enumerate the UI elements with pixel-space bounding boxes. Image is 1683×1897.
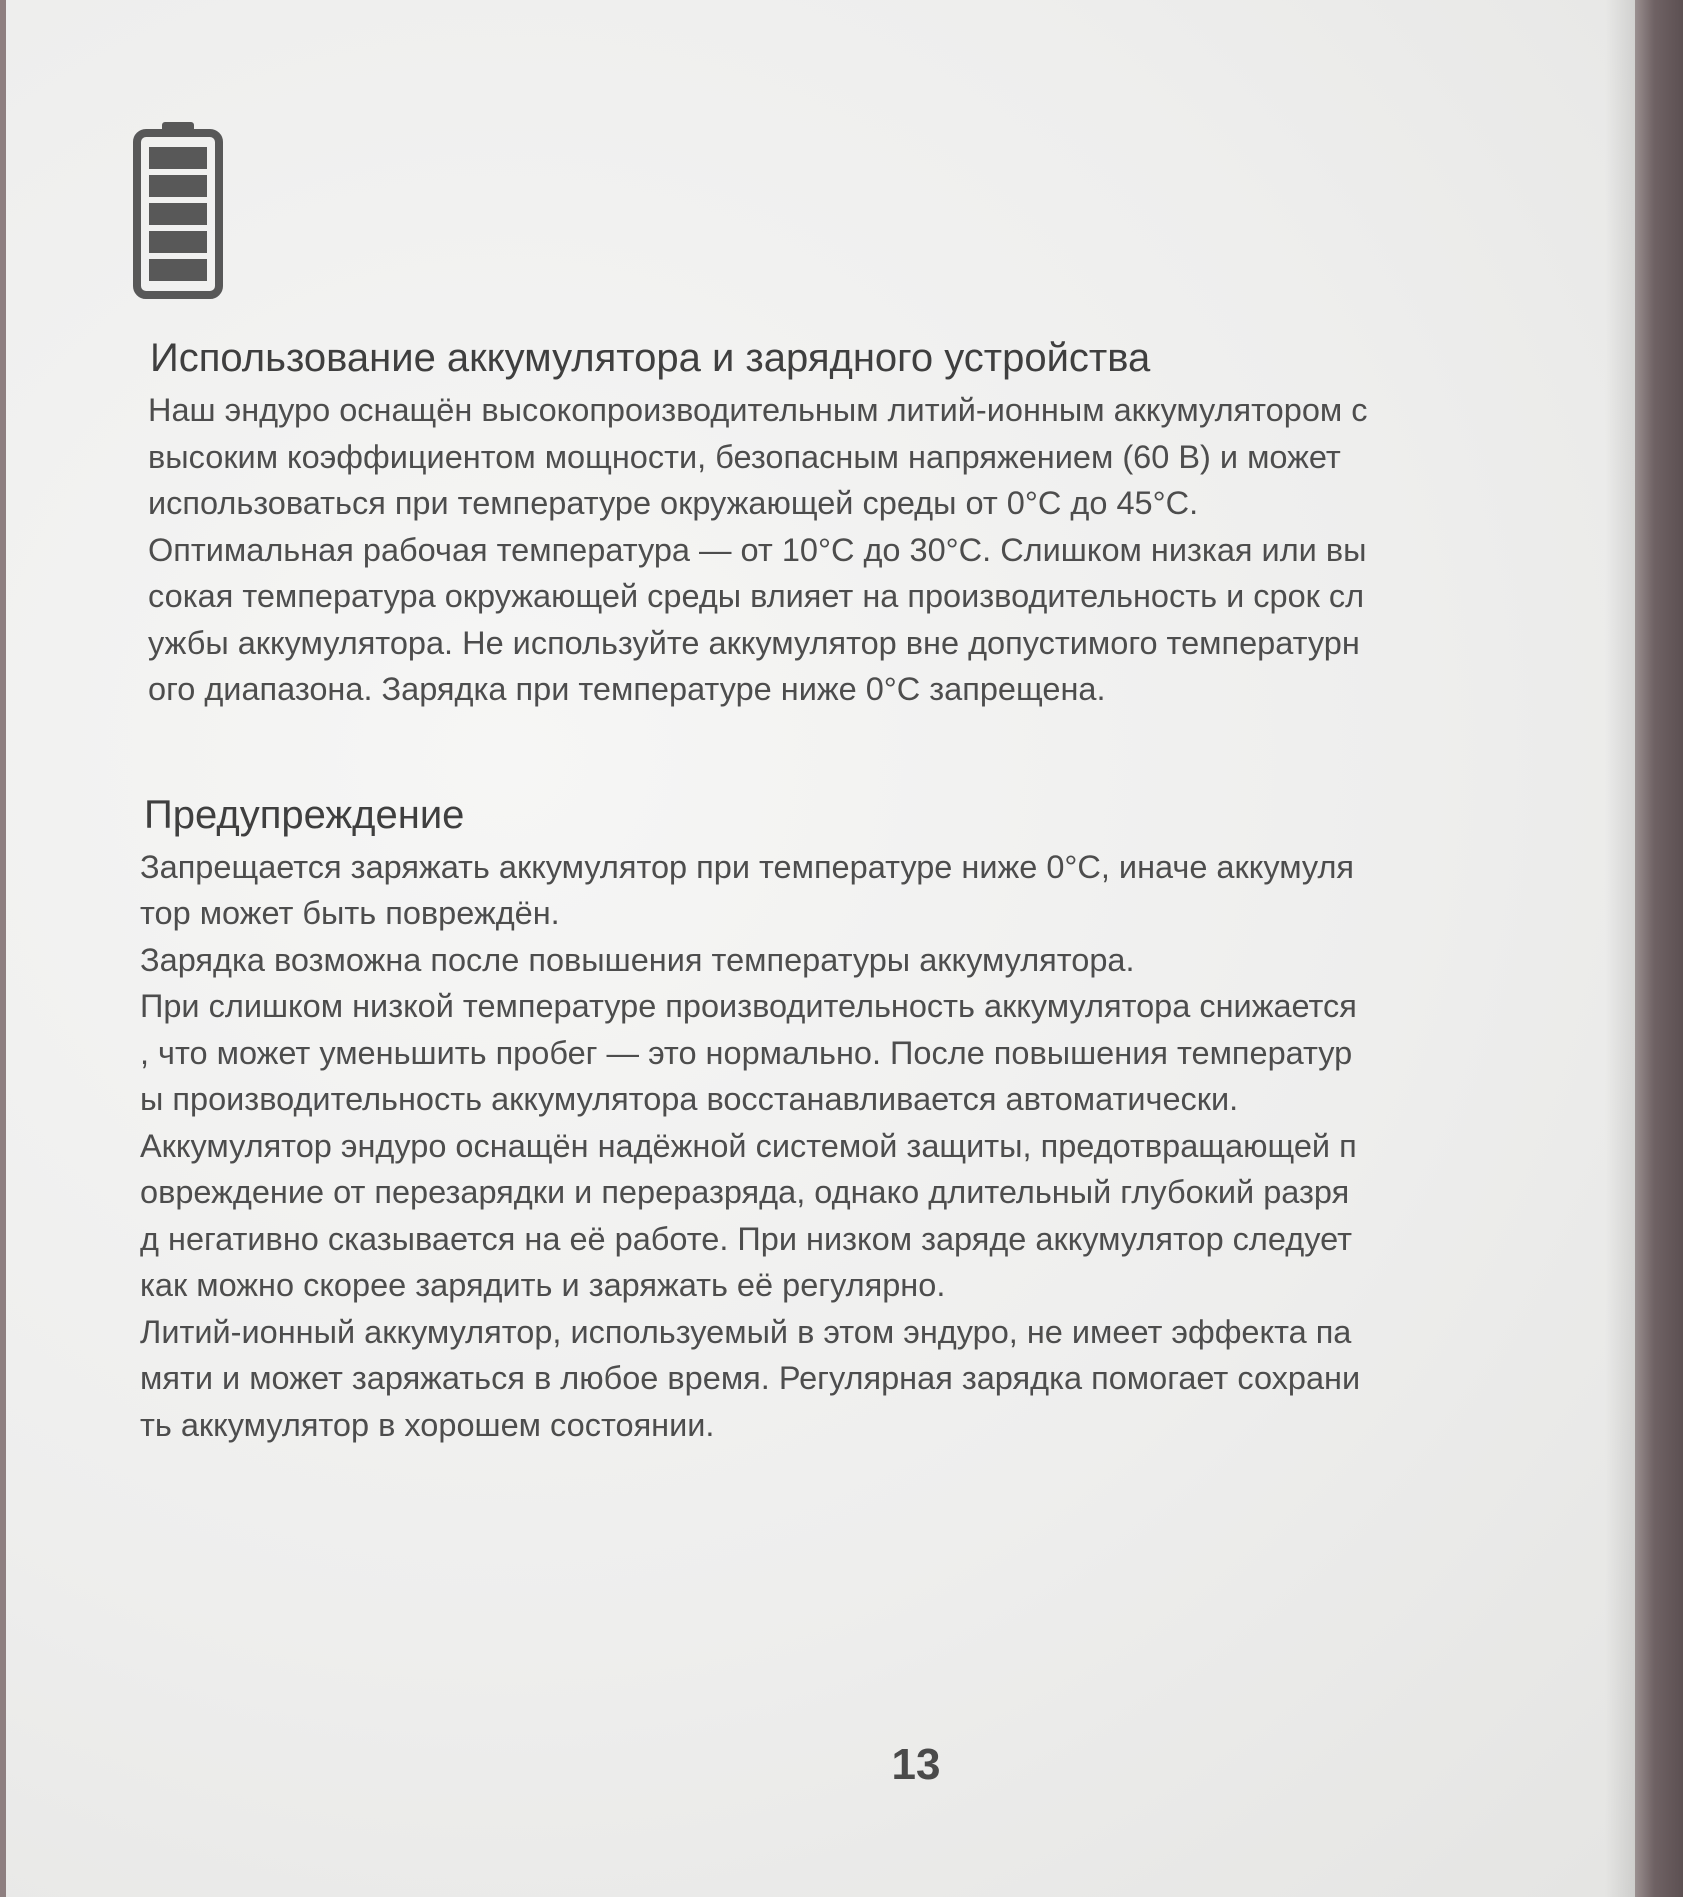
text-line: Наш эндуро оснащён высокопроизводительным литий-ионным аккумулятором с — [148, 392, 1368, 428]
text-line: , что может уменьшить пробег — это нормально. После повышения температур — [140, 1034, 1353, 1071]
text-line: д негативно сказывается на её работе. При низком заряде аккумулятор следует — [140, 1220, 1352, 1257]
text-line: мяти и может заряжаться в любое время. Регулярная зарядка помогает сохрани — [140, 1360, 1361, 1396]
section-text — [148, 387, 1660, 713]
text-line: ужбы аккумулятора. Не используйте аккумулятор вне допустимого температурн — [148, 624, 1360, 661]
section-title: Использование аккумулятора и зарядного устройства — [150, 336, 1151, 380]
text-line: сокая температура окружающей среды влияет на производительность и срок сл — [148, 578, 1365, 614]
text-line: как можно скорее зарядить и заряжать её регулярно. — [140, 1267, 946, 1303]
page-number: 13 — [891, 1740, 941, 1789]
text-line: Оптимальная рабочая температура — от 10°C до 30°C. Слишком низкая или вы — [148, 531, 1367, 568]
warning-section — [140, 793, 1660, 1449]
text-line: ть аккумулятор в хорошем состоянии. — [140, 1406, 715, 1443]
text-line: овреждение от перезарядки и переразряда, однако длительный глубокий разря — [140, 1174, 1350, 1210]
page-left-edge — [0, 0, 6, 1897]
text-line: ого диапазона. Зарядка при температуре ниже 0°C запрещена. — [148, 671, 1106, 707]
page-content — [140, 336, 1660, 1448]
text-line: тор может быть повреждён. — [140, 895, 560, 931]
text-line: Литий-ионный аккумулятор, используемый в этом эндуро, не имеет эффекта па — [140, 1313, 1352, 1350]
text-line: Запрещается заряжать аккумулятор при температуре ниже 0°C, иначе аккумуля — [140, 848, 1355, 885]
text-line: использоваться при температуре окружающей среды от 0°C до 45°C. — [148, 485, 1199, 521]
section-text — [140, 844, 1660, 1449]
text-line: ы производительность аккумулятора восстанавливается автоматически. — [140, 1081, 1239, 1117]
text-line: высоким коэффициентом мощности, безопасным напряжением (60 В) и может — [148, 438, 1341, 475]
text-line: При слишком низкой температуре производительность аккумулятора снижается — [140, 988, 1357, 1024]
text-line: Зарядка возможна после повышения температуры аккумулятора. — [140, 941, 1135, 978]
battery-full-icon — [132, 120, 224, 300]
battery-usage-section — [140, 336, 1660, 713]
section-title: Предупреждение — [144, 792, 465, 837]
text-line: Аккумулятор эндуро оснащён надёжной системой защиты, предотвращающей п — [140, 1127, 1357, 1164]
